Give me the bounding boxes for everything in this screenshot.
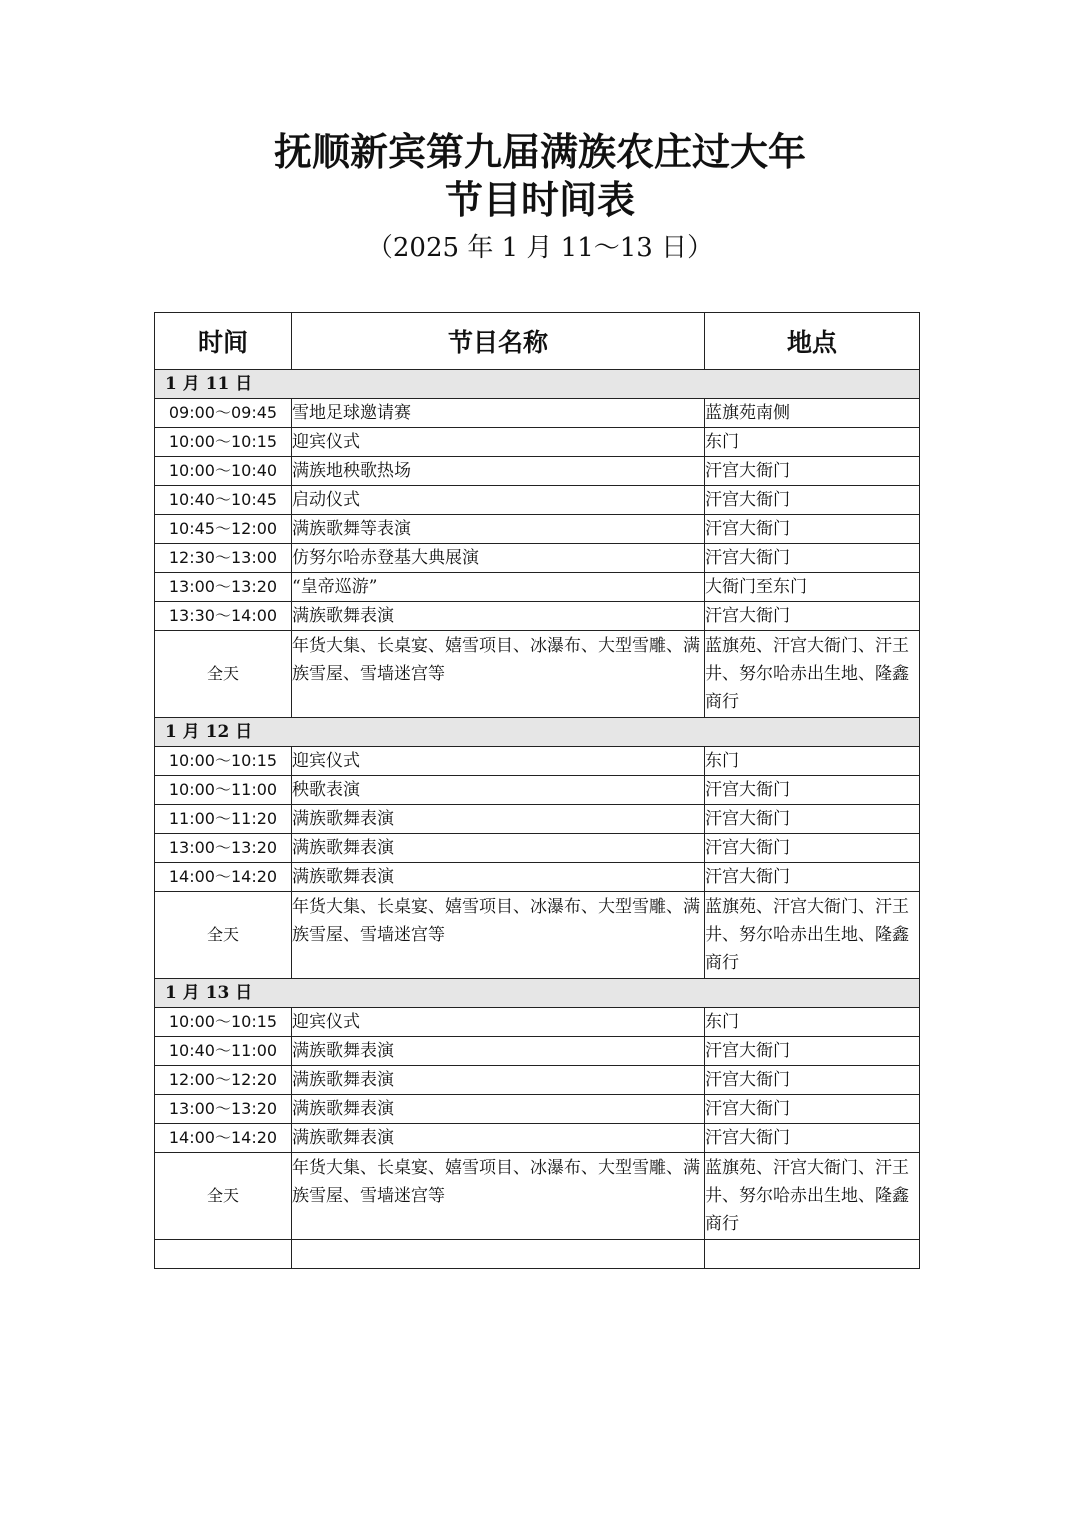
- time-cell: 10:00～10:15: [155, 428, 292, 457]
- program-name-cell: 满族歌舞表演: [292, 602, 705, 631]
- location-cell: 大衙门至东门: [705, 573, 920, 602]
- table-row: [155, 863, 920, 892]
- time-cell: 11:00～11:20: [155, 805, 292, 834]
- header-location: 地点: [705, 313, 920, 370]
- time-cell: 10:00～10:40: [155, 457, 292, 486]
- date-range: （2025 年 1 月 11～13 日）: [366, 233, 714, 263]
- location-cell: 汗宫大衙门: [705, 1095, 920, 1124]
- location-cell: 汗宫大衙门: [705, 805, 920, 834]
- table-row: [155, 1037, 920, 1066]
- location-cell: 汗宫大衙门: [705, 1037, 920, 1066]
- time-cell: 14:00～14:20: [155, 1124, 292, 1153]
- table-row: [155, 805, 920, 834]
- table-row: [155, 457, 920, 486]
- empty-row: [155, 1240, 920, 1269]
- location-cell: 汗宫大衙门: [705, 602, 920, 631]
- date-row: [155, 979, 920, 1008]
- location-cell: 汗宫大衙门: [705, 1066, 920, 1095]
- table-row: [155, 486, 920, 515]
- time-cell: 10:40～11:00: [155, 1037, 292, 1066]
- table-row: [155, 602, 920, 631]
- header-program-name: 节目名称: [292, 313, 705, 370]
- program-name-cell: 满族歌舞表演: [292, 1095, 705, 1124]
- header-row: [155, 313, 920, 370]
- table-row: [155, 892, 920, 979]
- time-cell: 全天: [155, 631, 292, 718]
- location-cell: 东门: [705, 747, 920, 776]
- table-row: [155, 1153, 920, 1240]
- table-row: [155, 631, 920, 718]
- table-row: [155, 747, 920, 776]
- time-cell: 12:30～13:00: [155, 544, 292, 573]
- header-time: 时间: [155, 313, 292, 370]
- location-cell: 蓝旗苑、汗宫大衙门、汗王井、努尔哈赤出生地、隆鑫商行: [705, 1153, 920, 1240]
- document-title: 抚顺新宾第九届满族农庄过大年: [273, 129, 806, 174]
- time-cell: 10:00～11:00: [155, 776, 292, 805]
- program-name-cell: 仿努尔哈赤登基大典展演: [292, 544, 705, 573]
- time-cell: 13:30～14:00: [155, 602, 292, 631]
- time-cell: 全天: [155, 1153, 292, 1240]
- program-name-cell: 迎宾仪式: [292, 428, 705, 457]
- time-cell: 13:00～13:20: [155, 1095, 292, 1124]
- program-name-cell: 满族歌舞表演: [292, 834, 705, 863]
- date-label: 1 月 11 日: [155, 370, 920, 399]
- table-row: [155, 573, 920, 602]
- table-row: [155, 1124, 920, 1153]
- empty-cell: [155, 1240, 292, 1269]
- table-row: [155, 544, 920, 573]
- program-name-cell: 迎宾仪式: [292, 747, 705, 776]
- time-cell: 09:00～09:45: [155, 399, 292, 428]
- table-row: [155, 834, 920, 863]
- table-row: [155, 1066, 920, 1095]
- date-row: [155, 718, 920, 747]
- location-cell: 蓝旗苑、汗宫大衙门、汗王井、努尔哈赤出生地、隆鑫商行: [705, 892, 920, 979]
- time-cell: 14:00～14:20: [155, 863, 292, 892]
- location-cell: 汗宫大衙门: [705, 776, 920, 805]
- location-cell: 蓝旗苑、汗宫大衙门、汗王井、努尔哈赤出生地、隆鑫商行: [705, 631, 920, 718]
- location-cell: 汗宫大衙门: [705, 834, 920, 863]
- date-label: 1 月 13 日: [155, 979, 920, 1008]
- program-name-cell: 秧歌表演: [292, 776, 705, 805]
- table-row: [155, 776, 920, 805]
- location-cell: 蓝旗苑南侧: [705, 399, 920, 428]
- document-subtitle-title: 节目时间表: [444, 177, 635, 222]
- program-name-cell: 迎宾仪式: [292, 1008, 705, 1037]
- program-name-cell: 年货大集、长桌宴、嬉雪项目、冰瀑布、大型雪雕、满族雪屋、雪墙迷宫等: [292, 892, 705, 979]
- table-row: [155, 428, 920, 457]
- location-cell: 汗宫大衙门: [705, 515, 920, 544]
- schedule-body: [155, 370, 920, 1269]
- table-row: [155, 399, 920, 428]
- program-name-cell: 启动仪式: [292, 486, 705, 515]
- date-label: 1 月 12 日: [155, 718, 920, 747]
- empty-cell: [705, 1240, 920, 1269]
- location-cell: 汗宫大衙门: [705, 1124, 920, 1153]
- program-name-cell: 年货大集、长桌宴、嬉雪项目、冰瀑布、大型雪雕、满族雪屋、雪墙迷宫等: [292, 1153, 705, 1240]
- schedule-table: [154, 312, 920, 1269]
- table-row: [155, 1008, 920, 1037]
- program-name-cell: “皇帝巡游”: [292, 573, 705, 602]
- program-name-cell: 满族歌舞表演: [292, 805, 705, 834]
- program-name-cell: 满族歌舞等表演: [292, 515, 705, 544]
- location-cell: 汗宫大衙门: [705, 544, 920, 573]
- program-name-cell: 年货大集、长桌宴、嬉雪项目、冰瀑布、大型雪雕、满族雪屋、雪墙迷宫等: [292, 631, 705, 718]
- location-cell: 汗宫大衙门: [705, 457, 920, 486]
- date-row: [155, 370, 920, 399]
- program-name-cell: 满族歌舞表演: [292, 1066, 705, 1095]
- time-cell: 全天: [155, 892, 292, 979]
- empty-cell: [292, 1240, 705, 1269]
- program-name-cell: 满族地秧歌热场: [292, 457, 705, 486]
- time-cell: 10:00～10:15: [155, 747, 292, 776]
- time-cell: 10:00～10:15: [155, 1008, 292, 1037]
- program-name-cell: 满族歌舞表演: [292, 863, 705, 892]
- time-cell: 13:00～13:20: [155, 573, 292, 602]
- program-name-cell: 雪地足球邀请赛: [292, 399, 705, 428]
- location-cell: 东门: [705, 428, 920, 457]
- time-cell: 10:40～10:45: [155, 486, 292, 515]
- time-cell: 13:00～13:20: [155, 834, 292, 863]
- location-cell: 汗宫大衙门: [705, 863, 920, 892]
- location-cell: 东门: [705, 1008, 920, 1037]
- time-cell: 12:00～12:20: [155, 1066, 292, 1095]
- time-cell: 10:45～12:00: [155, 515, 292, 544]
- location-cell: 汗宫大衙门: [705, 486, 920, 515]
- table-row: [155, 1095, 920, 1124]
- program-name-cell: 满族歌舞表演: [292, 1037, 705, 1066]
- program-name-cell: 满族歌舞表演: [292, 1124, 705, 1153]
- table-row: [155, 515, 920, 544]
